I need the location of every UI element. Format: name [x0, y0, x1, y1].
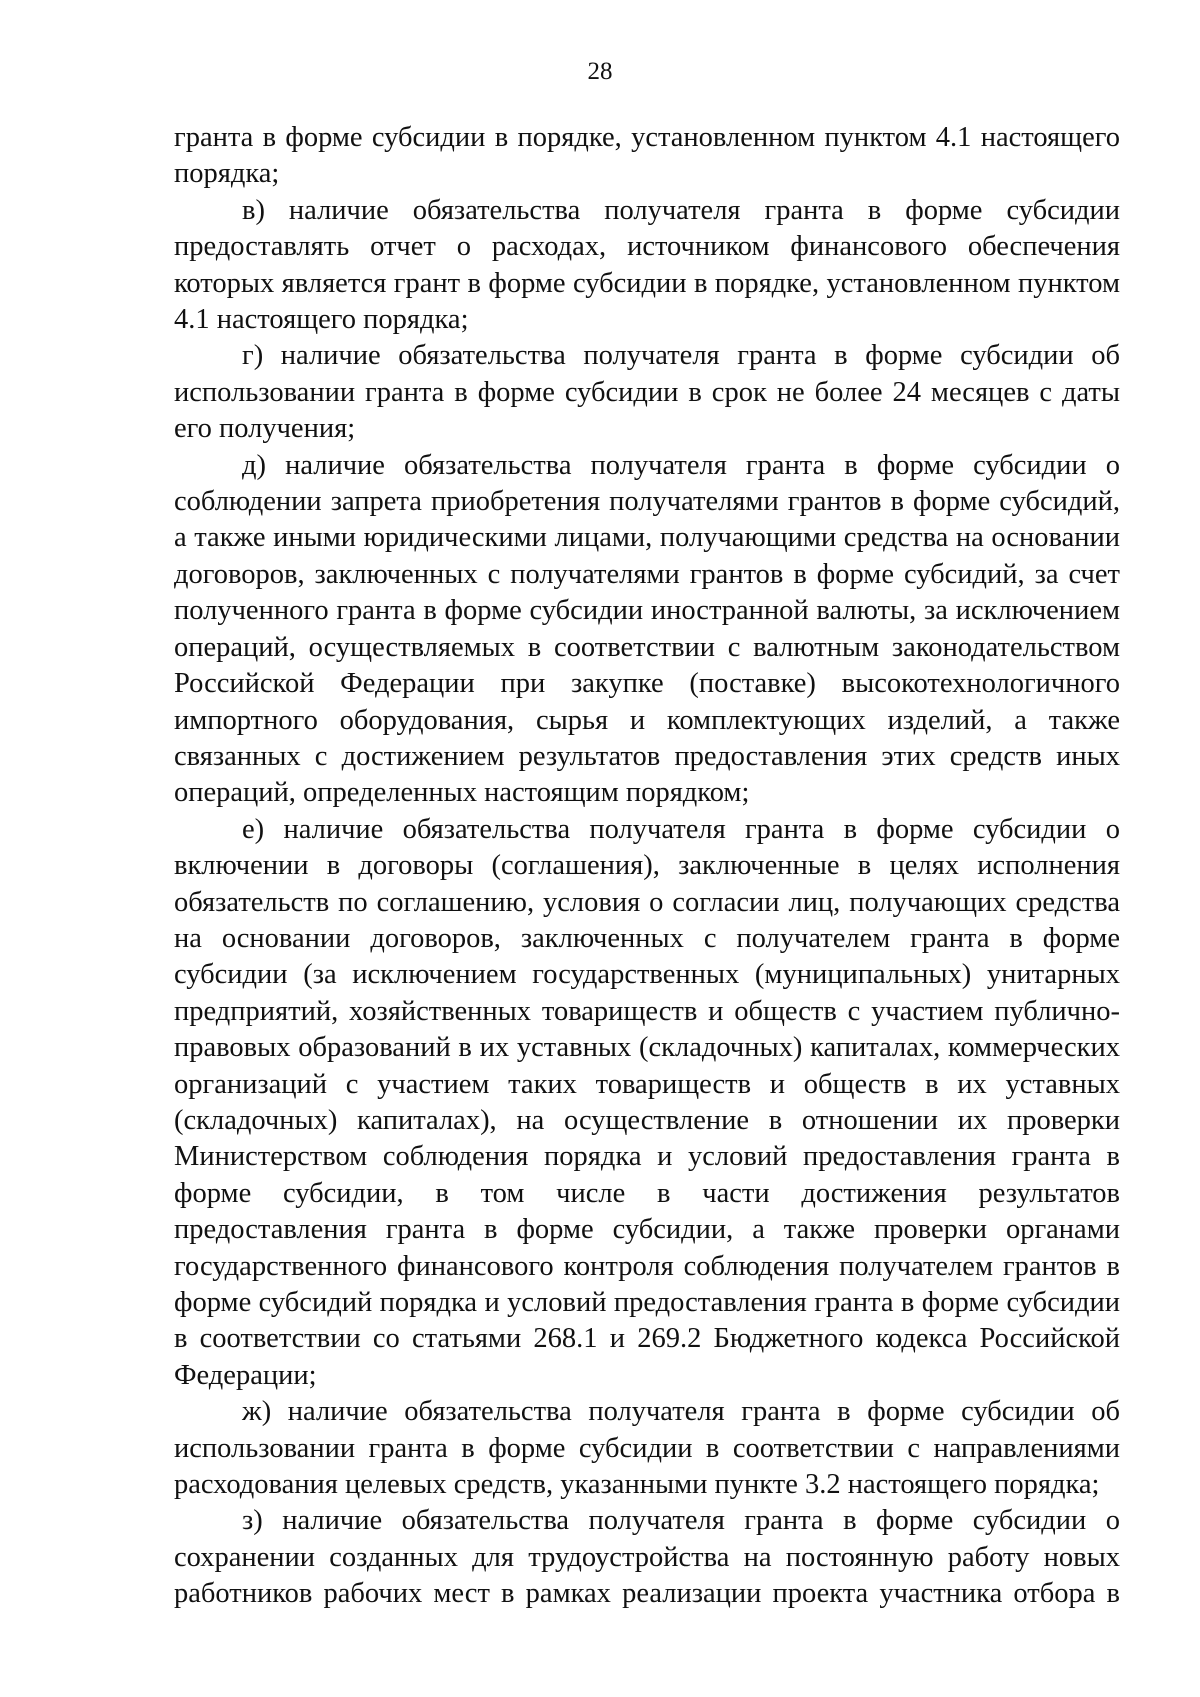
paragraph-item-v: в) наличие обязательства получателя гранта в форме субсидии предоставлять отчет о расходах, источником финансового обеспечения которых является грант в форме субсидии в порядке, установленном пунктом 4.1 настоящего порядка;: [174, 194, 1120, 336]
page-number: 28: [587, 58, 613, 85]
paragraph-item-zh: ж) наличие обязательства получателя гранта в форме субсидии об использовании гранта в форме субсидии в соответствии с направлениями расходования целевых средств, указанными пункте 3.2 настоящего порядка;: [174, 1396, 1120, 1501]
paragraph-item-e: е) наличие обязательства получателя гранта в форме субсидии о включении в договоры (соглашения), заключенные в целях исполнения обязательств по соглашению, условия о согласии лиц, получающих средства на основании договоров, заключенных с получателем гранта в форме субсидии (за исключением государственных (муниципальных) унитарных предприятий, хозяйственных товариществ и обществ с участием публично-правовых образований в их уставных (складочных) капиталах, коммерческих организаций с участием таких товариществ и обществ в их уставных (складочных) капиталах), на осуществление в отношении их проверки Министерством соблюдения порядка и условий предоставления гранта в форме субсидии, в том числе в части достижения результатов предоставления гранта в форме субсидии, а также проверки органами государственного финансового контроля соблюдения получателем грантов в форме субсидий порядка и условий предоставления гранта в форме субсидии в соответствии со статьями 268.1 и 269.2 Бюджетного кодекса Российской Федерации;: [174, 813, 1120, 1391]
paragraph-continuation: гранта в форме субсидии в порядке, установленном пунктом 4.1 настоящего порядка;: [174, 122, 1120, 190]
paragraph-item-d: д) наличие обязательства получателя гранта в форме субсидии о соблюдении запрета приобретения получателями грантов в форме субсидий, а также иными юридическими лицами, получающими средства на основании договоров, заключенных с получателями грантов в форме субсидий, за счет полученного гранта в форме субсидии иностранной валюты, за исключением операций, осуществляемых в соответствии с валютным законодательством Российской Федерации при закупке (поставке) высокотехнологичного импортного оборудования, сырья и комплектующих изделий, а также связанных с достижением результатов предоставления этих средств иных операций, определенных настоящим порядком;: [174, 449, 1120, 809]
paragraph-item-g: г) наличие обязательства получателя гранта в форме субсидии об использовании гранта в форме субсидии в срок не более 24 месяцев с даты его получения;: [174, 340, 1120, 445]
paragraph-item-z: з) наличие обязательства получателя гранта в форме субсидии о сохранении созданных для трудоустройства на постоянную работу новых работников рабочих мест в рамках реализации проекта участника отбора в: [174, 1505, 1120, 1610]
document-body: [174, 120, 1120, 1613]
